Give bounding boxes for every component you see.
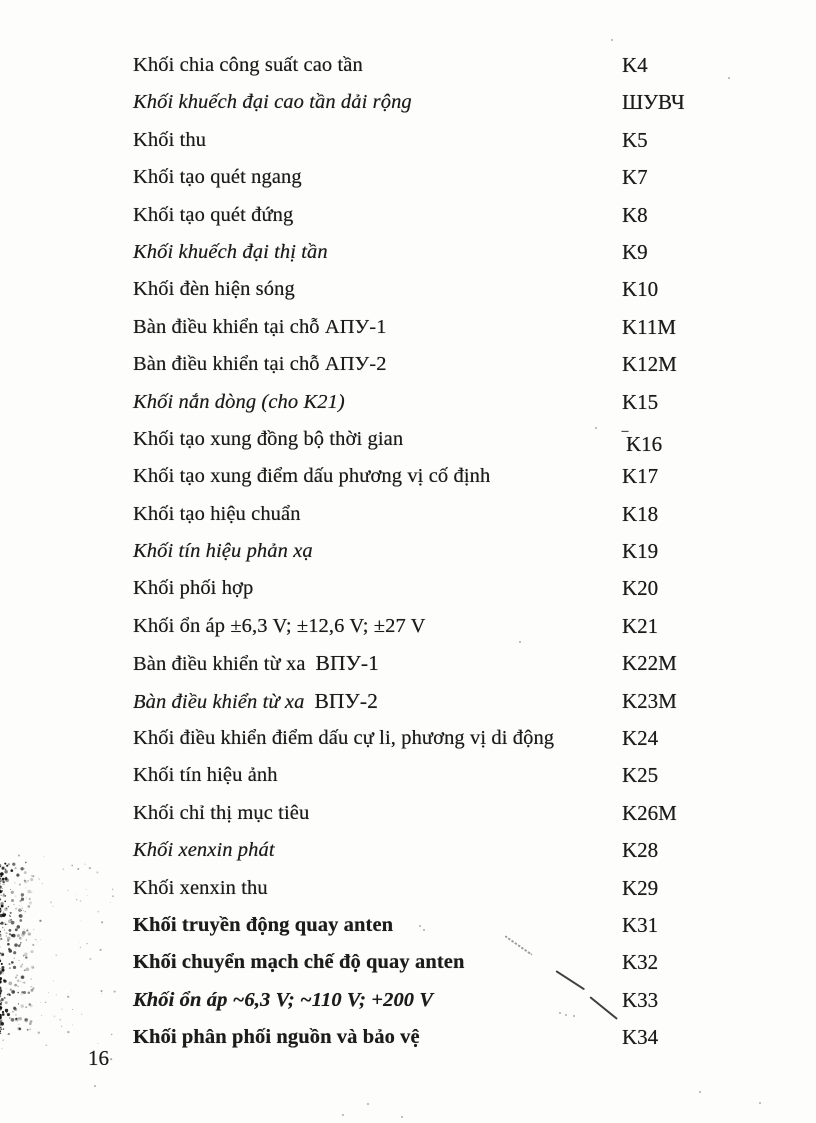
list-row [0, 760, 816, 797]
row-label-text: Khối tín hiệu ảnh [133, 764, 278, 787]
list-row [0, 611, 816, 648]
list-row [0, 312, 816, 349]
row-code-text: K24 [622, 726, 659, 751]
row-label [133, 164, 302, 191]
row-label-text: Khối truyền động quay anten [133, 913, 394, 936]
list-row [0, 237, 816, 274]
row-code-text: K25 [622, 763, 659, 788]
row-code-text: K16 [626, 431, 663, 456]
row-code [622, 202, 648, 229]
row-code-text: K10 [622, 277, 659, 302]
row-label [133, 351, 387, 378]
row-code-text: K26M [622, 800, 677, 825]
row-code [622, 463, 658, 490]
row-label-text: Khối nắn dòng (cho K21) [133, 390, 345, 413]
row-label [133, 688, 378, 716]
row-code-text: K22M [622, 651, 677, 676]
list-row [0, 499, 816, 536]
row-code [622, 837, 658, 864]
row-code [622, 875, 658, 902]
row-label [133, 314, 387, 341]
row-code [622, 164, 648, 191]
block-code-list [0, 50, 816, 1060]
row-code [622, 575, 658, 602]
page-number: 16 [88, 1046, 109, 1070]
list-row [0, 648, 816, 685]
row-code [622, 389, 658, 416]
row-code-text: K29 [622, 875, 659, 900]
row-label-text: Khối phối hợp [133, 577, 254, 600]
row-code [622, 912, 658, 939]
row-code [622, 89, 685, 116]
row-label [133, 426, 403, 453]
row-code-text: K32 [622, 950, 659, 975]
row-code-text: K33 [622, 987, 659, 1012]
list-row [0, 1022, 816, 1059]
row-label-text: Khối chuyển mạch chế độ quay anten [133, 951, 465, 974]
row-label [133, 501, 301, 528]
row-code-text: ШУВЧ [622, 90, 685, 115]
row-label-text: Khối tạo xung điểm dấu phương vị cố định [133, 465, 491, 488]
row-code-text: K8 [622, 202, 648, 227]
list-row [0, 835, 816, 872]
row-label-text: Khối ổn áp ±6,3 V; ±12,6 V; ±27 V [133, 614, 426, 637]
row-code [622, 1024, 658, 1051]
row-label-text: Khối xenxin phát [133, 839, 275, 862]
row-code-text: K18 [622, 501, 659, 526]
row-label [133, 389, 345, 416]
row-code [622, 239, 648, 266]
row-label-text: Bàn điều khiển tại chỗ АПУ-2 [133, 353, 387, 376]
list-row [0, 387, 816, 424]
row-label [133, 202, 293, 229]
row-code-text: K15 [622, 389, 659, 414]
row-label [133, 52, 363, 79]
row-label [133, 987, 433, 1014]
row-label [133, 239, 328, 266]
list-row [0, 536, 816, 573]
row-code [622, 987, 658, 1014]
row-label [133, 800, 309, 827]
row-label-text: Khối chia công suất cao tần [133, 54, 363, 76]
list-row [0, 985, 816, 1022]
row-label-text: Bàn điều khiển tại chỗ АПУ-1 [133, 315, 387, 338]
list-row [0, 573, 816, 610]
row-code [622, 650, 677, 677]
row-label [133, 575, 253, 602]
row-code-text: K31 [622, 912, 659, 937]
list-row [0, 910, 816, 947]
row-code-stray-mark: ‾ [622, 428, 626, 449]
row-code [622, 688, 677, 715]
row-code-text: K34 [622, 1025, 659, 1050]
row-label [133, 762, 278, 789]
row-code-text: K9 [622, 239, 648, 264]
list-row [0, 424, 816, 461]
row-label-text: Khối xenxin thu [133, 876, 268, 899]
row-code-text: K4 [622, 53, 648, 77]
row-label [133, 127, 206, 154]
row-label [133, 875, 268, 902]
row-code-text: K19 [622, 539, 659, 564]
row-code [622, 314, 676, 341]
list-row [0, 349, 816, 386]
row-label [133, 613, 426, 640]
row-label [133, 463, 490, 490]
list-row [0, 686, 816, 723]
row-code [622, 501, 658, 528]
row-code [622, 351, 677, 378]
row-code-text: K21 [622, 613, 659, 638]
list-row [0, 947, 816, 984]
list-row [0, 125, 816, 162]
list-row [0, 798, 816, 835]
row-code [622, 276, 658, 303]
row-label-text: Khối khuếch đại thị tần [133, 240, 328, 263]
row-label [133, 538, 313, 565]
row-code-text: K17 [622, 464, 659, 489]
row-label [133, 650, 379, 678]
row-label-text: Khối điều khiển điểm dấu cự li, phương vị di động [133, 727, 555, 750]
row-code [622, 127, 648, 154]
row-label-text: Khối khuếch đại cao tần dải rộng [133, 91, 412, 114]
row-label [133, 1024, 420, 1051]
row-label-text: Khối tạo xung đồng bộ thời gian [133, 427, 404, 450]
row-code [622, 52, 648, 79]
list-row [0, 50, 816, 87]
row-label [133, 837, 275, 864]
row-label [133, 89, 412, 116]
row-label-text: Khối tạo quét ngang [133, 166, 302, 189]
row-code [622, 725, 658, 752]
row-code [622, 949, 658, 976]
list-row [0, 162, 816, 199]
list-row [0, 461, 816, 498]
row-code [622, 762, 658, 789]
list-row [0, 873, 816, 910]
row-label-text: Khối tạo hiệu chuẩn [133, 502, 301, 525]
row-label [133, 725, 554, 752]
row-label [133, 276, 295, 303]
row-label-suffix: ВПУ-2 [314, 688, 378, 713]
row-code [622, 538, 658, 565]
row-code-text: K11M [622, 314, 677, 339]
row-code [622, 613, 658, 640]
row-code-text: K23M [622, 688, 677, 713]
row-code-text: K5 [622, 127, 648, 152]
row-label-text: Khối ổn áp ~6,3 V; ~110 V; +200 V [133, 988, 434, 1011]
row-label-text: Khối phân phối nguồn và bảo vệ [133, 1026, 420, 1049]
row-label-text: Bàn điều khiển từ xa [133, 653, 306, 676]
list-row [0, 723, 816, 760]
row-label-text: Khối thu [133, 128, 207, 151]
row-label-text: Khối chỉ thị mục tiêu [133, 801, 310, 824]
list-row [0, 200, 816, 237]
row-label [133, 949, 464, 976]
row-label-suffix: ВПУ-1 [315, 651, 380, 676]
row-label-text: Khối tạo quét đứng [133, 203, 294, 226]
row-code [622, 426, 662, 458]
row-label [133, 912, 393, 939]
row-code-text: K20 [622, 576, 659, 601]
row-code-text: K7 [622, 165, 648, 190]
row-code-text: K12M [622, 352, 677, 377]
row-label-text: Bàn điều khiển từ xa [133, 690, 305, 713]
row-code-text: K28 [622, 838, 659, 863]
list-row [0, 87, 816, 124]
row-code [622, 800, 677, 827]
row-label-text: Khối đèn hiện sóng [133, 278, 295, 301]
list-row [0, 274, 816, 311]
row-label-text: Khối tín hiệu phản xạ [133, 540, 313, 563]
